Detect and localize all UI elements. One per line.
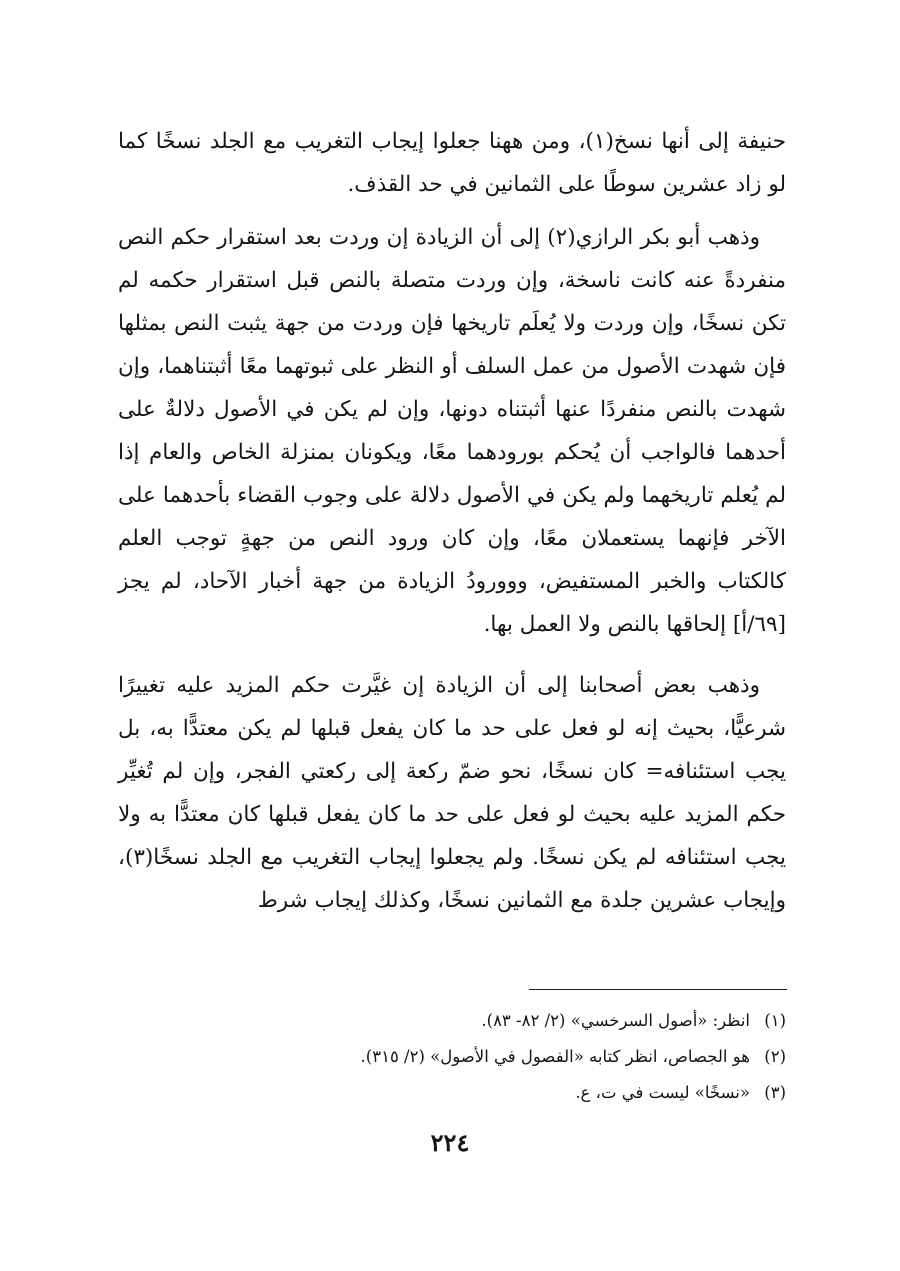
footnote-text: انظر: «أصول السرخسي» (٢/ ٨٢- ٨٣). [481,1011,750,1030]
footnote-1 [300,1003,786,1039]
footnote-3 [300,1075,786,1111]
footnote-text: «نسخًا» ليست في ت، ع. [575,1083,750,1102]
paragraph-ashab: وذهب بعض أصحابنا إلى أن الزيادة إن غيَّرت حكم المزيد عليه تغييرًا شرعيًّا، بحيث إنه لو فعل على حد ما كان يفعل قبلها لم يكن معتدًّا به، بل يجب استئنافه= كان نسخًا، نحو ضمّ ركعة إلى ركعتي الفجر، وإن لم تُغيِّر حكم المزيد عليه بحيث لو فعل على حد ما كان يفعل قبلها كان معتدًّا به ولا يجب استئنافه لم يكن نسخًا. ولم يجعلوا إيجاب التغريب مع الجلد نسخًا(٣)، وإيجاب عشرين جلدة مع الثمانين نسخًا، وكذلك إيجاب شرط [118,673,786,913]
footnote-2 [300,1039,786,1075]
footnote-separator [529,989,787,990]
footnote-number: (٣) [764,1083,786,1102]
page-number: ٢٢٤ [430,1128,470,1157]
footnote-number: (١) [764,1011,786,1030]
footnote-text: هو الجصاص، انظر كتابه «الفصول في الأصول» (٢/ ٣١٥). [360,1047,750,1066]
paragraph-continuation: حنيفة إلى أنها نسخ(١)، ومن ههنا جعلوا إيجاب التغريب مع الجلد نسخًا كما لو زاد عشرين سوطًا على الثمانين في حد القذف. [118,129,786,197]
footnotes [300,1003,786,1111]
paragraph-razi: وذهب أبو بكر الرازي(٢) إلى أن الزيادة إن وردت بعد استقرار حكم النص منفردةً عنه كانت ناسخة، وإن وردت متصلة بالنص قبل استقرار حكمه لم تكن نسخًا، وإن وردت ولا يُعلَم تاريخها فإن وردت من جهة يثبت النص بمثلها فإن شهدت الأصول من عمل السلف أو النظر على ثبوتهما معًا أثبتناهما، وإن شهدت بالنص منفردًا عنها أثبتناه دونها، وإن لم يكن في الأصول دلالةٌ على أحدهما فالواجب أن يُحكم بورودهما معًا، ويكونان بمنزلة الخاص والعام إذا لم يُعلم تاريخهما ولم يكن في الأصول دلالة على وجوب القضاء بأحدهما على الآخر فإنهما يستعملان معًا، وإن كان ورود النص من جهةٍ توجب العلم كالكتاب والخبر المستفيض، ووورودُ الزيادة من جهة أخبار الآحاد، لم يجز [٦٩/أ] إلحاقها بالنص ولا العمل بها. [118,225,786,637]
footnote-number: (٢) [764,1047,786,1066]
main-text [118,120,786,940]
